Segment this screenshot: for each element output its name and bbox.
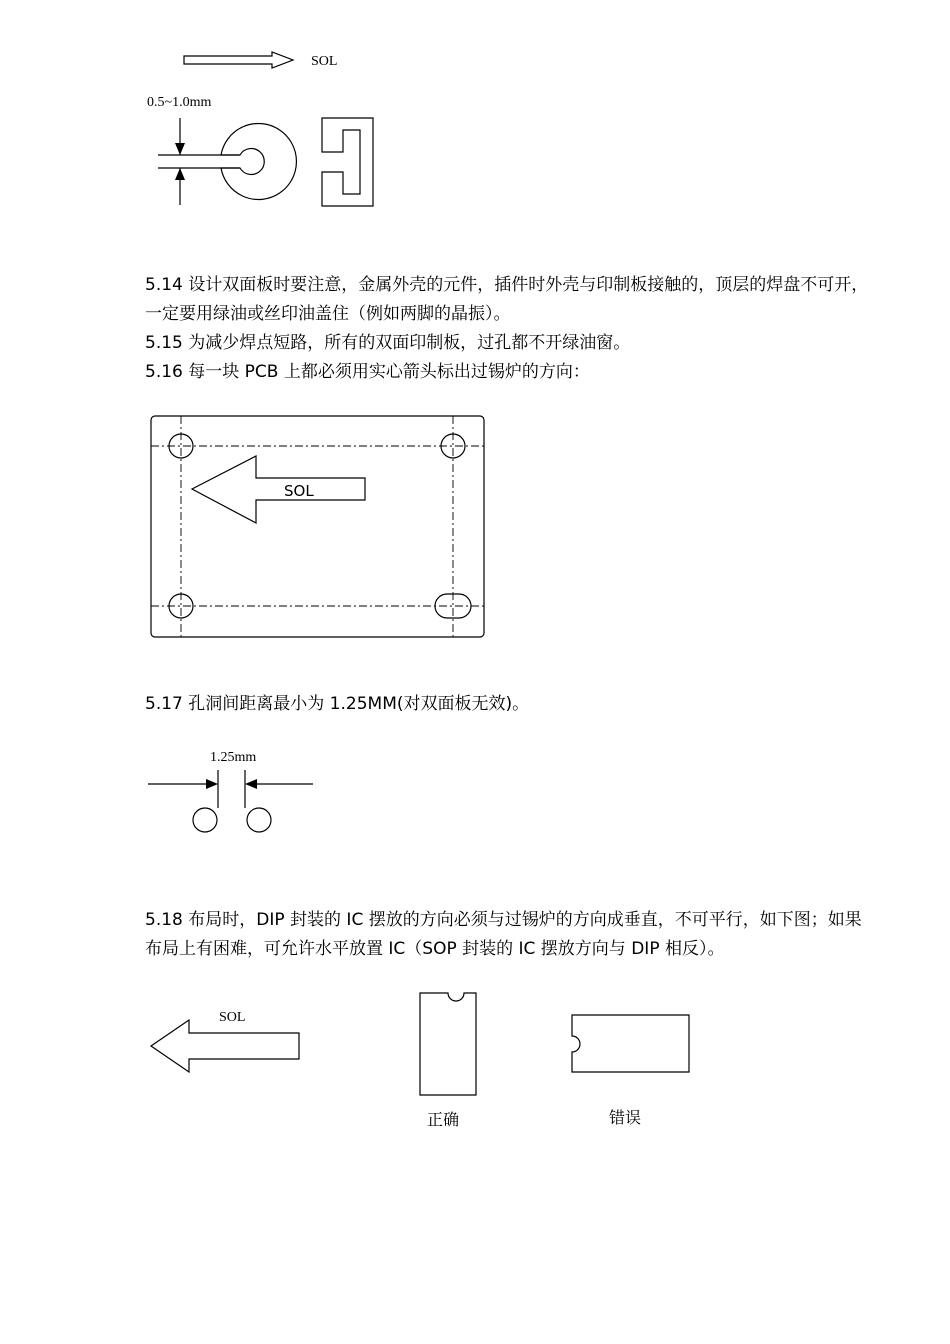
para-number: 5.15 xyxy=(145,333,183,353)
fig1-dimension-label: 0.5~1.0mm xyxy=(147,95,212,110)
para-text: 为减少焊点短路，所有的双面印制板，过孔都不开绿油窗。 xyxy=(188,333,631,353)
para-text: 每一块 PCB 上都必须用实心箭头标出过锡炉的方向： xyxy=(188,362,590,382)
para-number: 5.17 xyxy=(145,694,183,714)
para-text: 孔洞间距离最小为 1.25MM(对双面板无效)。 xyxy=(188,694,530,714)
fig4-ic-horizontal-wrong xyxy=(572,1015,689,1072)
para-text: 设计双面板时要注意，金属外壳的元件，插件时外壳与印制板接触的，顶层的焊盘不可开，一定要用绿油或丝印油盖住（例如两脚的晶振）。 xyxy=(145,275,869,324)
para-number: 5.18 xyxy=(145,910,183,930)
fig4-wrong-caption: 错误 xyxy=(609,1108,642,1127)
para-number: 5.14 xyxy=(145,275,183,295)
fig4-sol-label: SOL xyxy=(219,1010,246,1025)
fig3-dimension-label: 1.25mm xyxy=(210,750,257,765)
para-text: 布局时，DIP 封装的 IC 摆放的方向必须与过锡炉的方向成垂直，不可平行，如下图；如果布局上有困难，可允许水平放置 IC（SOP 封装的 IC 摆放方向与 DIP 相反）。 xyxy=(145,910,862,959)
fig4-sol-arrow xyxy=(151,1020,299,1072)
para-number: 5.16 xyxy=(145,362,183,382)
fig1-sol-label: SOL xyxy=(311,54,338,69)
fig4-ic-vertical-correct xyxy=(420,993,476,1095)
fig4-correct-caption: 正确 xyxy=(427,1110,460,1129)
fig2-sol-label: SOL xyxy=(284,482,314,500)
